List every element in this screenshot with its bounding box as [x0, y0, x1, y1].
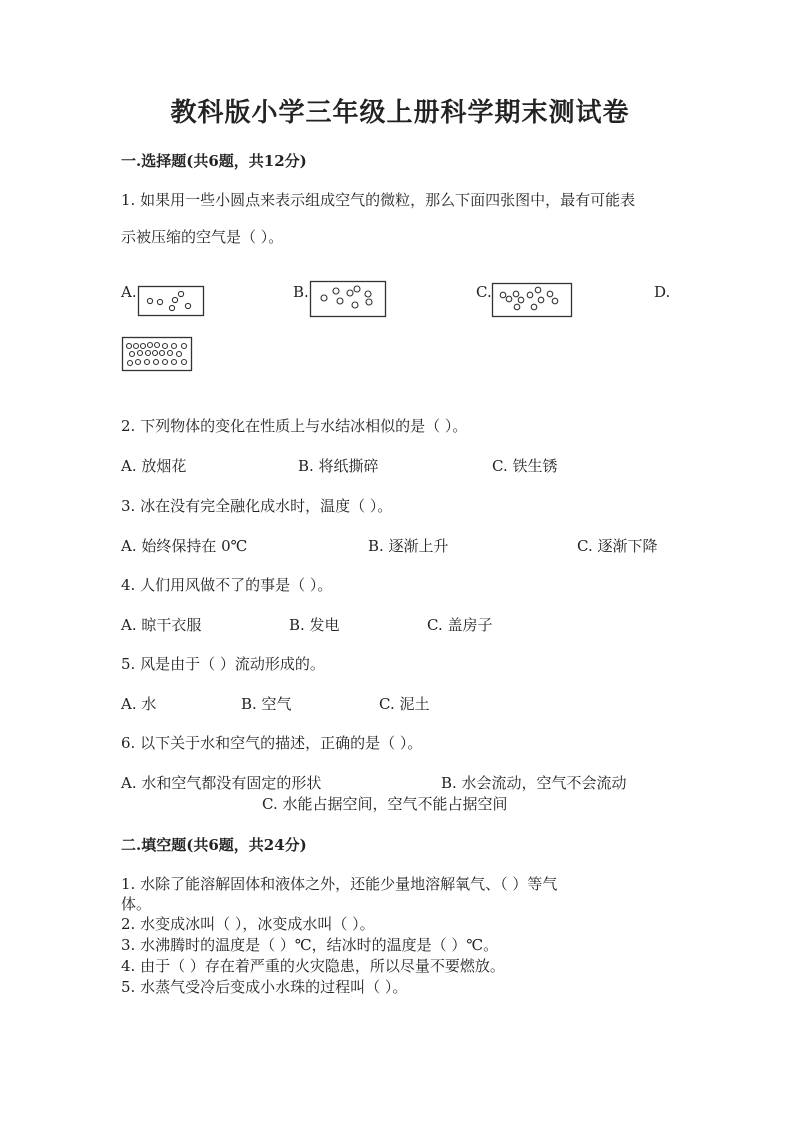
- question-2: 2. 下列物体的变化在性质上与水结冰相似的是（ ）。: [121, 417, 468, 435]
- fill-question-5: 5. 水蒸气受冷后变成小水珠的过程叫（ ）。: [121, 978, 408, 996]
- question-2-option-a: A. 放烟花: [121, 457, 187, 475]
- particle-diagram-b: [310, 281, 386, 317]
- section-heading-fill-blank: 二.填空题(共6题，共24分): [121, 836, 307, 854]
- option-c-label: C.: [476, 283, 492, 301]
- question-4-option-a: A. 晾干衣服: [121, 616, 202, 634]
- fill-question-3: 3. 水沸腾时的温度是（ ）℃，结冰时的温度是（ ）℃。: [121, 936, 499, 954]
- question-6-option-a: A. 水和空气都没有固定的形状: [121, 774, 322, 792]
- question-4-option-c: C. 盖房子: [427, 616, 493, 634]
- fill-question-1-line-2: 体。: [121, 895, 152, 913]
- section-heading-choice: 一.选择题(共6题，共12分): [121, 152, 307, 170]
- particle-diagram-a: [138, 286, 204, 316]
- question-4-option-b: B. 发电: [289, 616, 340, 634]
- question-1-line-1: 1. 如果用一些小圆点来表示组成空气的微粒，那么下面四张图中，最有可能表: [121, 191, 636, 209]
- option-b-label: B.: [293, 283, 309, 301]
- page-title: 教科版小学三年级上册科学期末测试卷: [170, 98, 630, 128]
- question-3-option-c: C. 逐渐下降: [577, 537, 658, 555]
- question-2-option-b: B. 将纸撕碎: [298, 457, 379, 475]
- question-5-option-a: A. 水: [121, 695, 157, 713]
- question-5-option-c: C. 泥土: [379, 695, 430, 713]
- question-1-line-2: 示被压缩的空气是（ ）。: [121, 228, 284, 246]
- question-6: 6. 以下关于水和空气的描述，正确的是（ ）。: [121, 734, 423, 752]
- fill-question-1-line-1: 1. 水除了能溶解固体和液体之外，还能少量地溶解氧气、（ ）等气: [121, 875, 558, 893]
- question-3-option-b: B. 逐渐上升: [368, 537, 449, 555]
- fill-question-2: 2. 水变成冰叫（ ），冰变成水叫（ ）。: [121, 915, 375, 933]
- question-5: 5. 风是由于（ ）流动形成的。: [121, 655, 325, 673]
- option-a-label: A.: [121, 283, 137, 301]
- fill-question-4: 4. 由于（ ）存在着严重的火灾隐患，所以尽量不要燃放。: [121, 957, 505, 975]
- question-3-option-a: A. 始终保持在 0℃: [121, 537, 248, 555]
- question-5-option-b: B. 空气: [241, 695, 292, 713]
- particle-diagram-d: [122, 337, 192, 371]
- question-3: 3. 冰在没有完全融化成水时，温度（ ）。: [121, 497, 393, 515]
- question-2-option-c: C. 铁生锈: [492, 457, 558, 475]
- particle-diagram-c: [492, 283, 572, 317]
- question-4: 4. 人们用风做不了的事是（ ）。: [121, 576, 333, 594]
- option-d-label: D.: [654, 283, 671, 301]
- question-6-option-b: B. 水会流动，空气不会流动: [441, 774, 627, 792]
- question-6-option-c: C. 水能占据空间，空气不能占据空间: [262, 795, 508, 813]
